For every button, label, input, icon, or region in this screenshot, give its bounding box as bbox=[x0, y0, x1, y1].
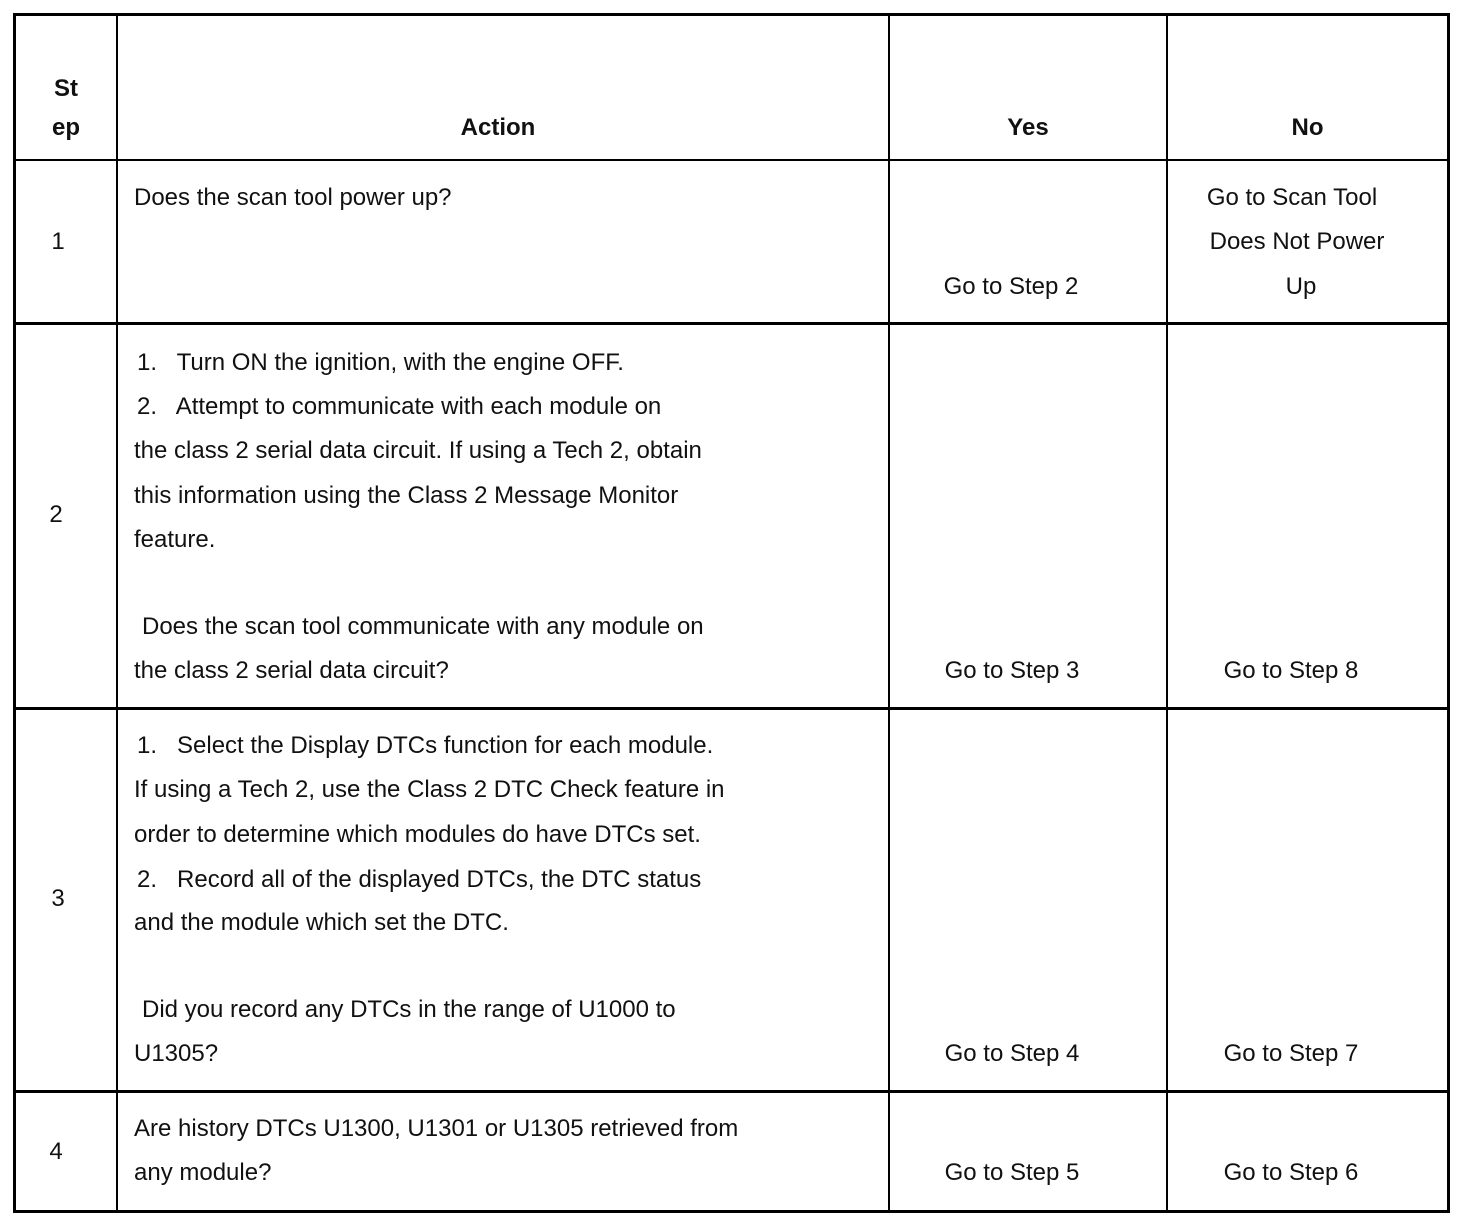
header-yes: Yes bbox=[1007, 114, 1049, 141]
action-text: 2. Record all of the displayed DTCs, the DTC status bbox=[137, 866, 702, 893]
action-text: 1. Turn ON the ignition, with the engine OFF. bbox=[137, 349, 624, 376]
table-border-top bbox=[13, 13, 1450, 16]
action-text: 1. Select the Display DTCs function for each module. bbox=[137, 732, 714, 759]
action-text: this information using the Class 2 Message Monitor bbox=[134, 482, 679, 509]
row-divider bbox=[13, 707, 1450, 710]
action-text: 2. Attempt to communicate with each module on bbox=[137, 393, 662, 420]
no-result: Go to Step 8 bbox=[1223, 657, 1359, 684]
action-question: Did you record any DTCs in the range of U1000 to bbox=[142, 996, 676, 1023]
action-text: any module? bbox=[134, 1159, 272, 1186]
no-result: Go to Step 7 bbox=[1223, 1040, 1359, 1067]
diagnostic-table bbox=[13, 13, 1450, 1213]
action-text: and the module which set the DTC. bbox=[134, 909, 509, 936]
table-border-left bbox=[13, 13, 16, 1213]
no-result: Up bbox=[1285, 273, 1317, 300]
step-number: 1 bbox=[51, 228, 65, 255]
step-number: 4 bbox=[49, 1138, 63, 1165]
row-divider bbox=[13, 322, 1450, 325]
action-text: feature. bbox=[134, 526, 216, 553]
column-divider bbox=[116, 13, 118, 1213]
yes-result: Go to Step 5 bbox=[944, 1159, 1080, 1186]
yes-result: Go to Step 4 bbox=[944, 1040, 1080, 1067]
row-divider bbox=[13, 1090, 1450, 1093]
row-divider bbox=[13, 159, 1450, 161]
action-text: order to determine which modules do have DTCs set. bbox=[134, 821, 701, 848]
header-step-line2: ep bbox=[51, 114, 80, 141]
no-result: Does Not Power bbox=[1209, 228, 1385, 255]
step-number: 2 bbox=[49, 501, 63, 528]
table-border-bottom bbox=[13, 1210, 1450, 1213]
action-text: Are history DTCs U1300, U1301 or U1305 retrieved from bbox=[134, 1115, 739, 1142]
no-result: Go to Scan Tool bbox=[1206, 184, 1378, 211]
no-result: Go to Step 6 bbox=[1223, 1159, 1359, 1186]
yes-result: Go to Step 2 bbox=[943, 273, 1079, 300]
action-text: If using a Tech 2, use the Class 2 DTC Check feature in bbox=[134, 776, 725, 803]
action-question: the class 2 serial data circuit? bbox=[134, 657, 449, 684]
table-border-right bbox=[1447, 13, 1450, 1213]
action-text: the class 2 serial data circuit. If using a Tech 2, obtain bbox=[134, 437, 702, 464]
header-step-line1: St bbox=[54, 75, 78, 102]
header-no: No bbox=[1291, 114, 1324, 141]
step-number: 3 bbox=[51, 885, 65, 912]
action-question: Does the scan tool communicate with any module on bbox=[142, 613, 704, 640]
action-text: Does the scan tool power up? bbox=[134, 184, 452, 211]
yes-result: Go to Step 3 bbox=[944, 657, 1080, 684]
header-action: Action bbox=[460, 114, 536, 141]
action-question: U1305? bbox=[134, 1040, 219, 1067]
